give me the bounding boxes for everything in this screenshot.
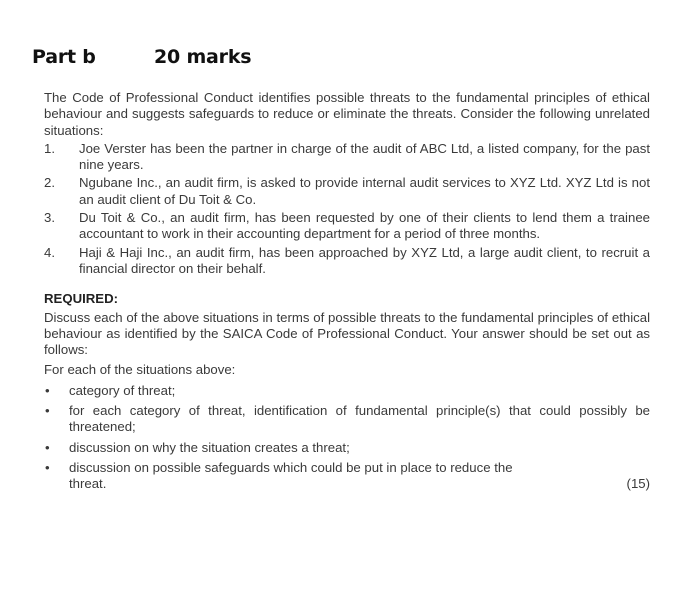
situations-list <box>44 141 650 277</box>
situation-item <box>44 175 650 208</box>
requirement-item <box>44 403 650 436</box>
marks-allocation: (15) <box>626 476 650 492</box>
situation-number: 3. <box>44 210 55 226</box>
situation-number: 1. <box>44 140 55 156</box>
requirement-item <box>44 460 650 493</box>
requirement-text-end: threat. <box>69 476 107 492</box>
situation-item <box>44 245 650 278</box>
requirements-lead-in: For each of the situations above: <box>44 362 236 378</box>
situation-item <box>44 141 650 174</box>
bullet-icon: • <box>45 382 50 398</box>
intro-paragraph: The Code of Professional Conduct identifies possible threats to the fundamental principles of ethical behaviour and suggests safeguards to reduce or eliminate the threats. Consider the following unrelated situations: <box>44 90 650 138</box>
required-paragraph: Discuss each of the above situations in terms of possible threats to the fundamental principles of ethical behaviour as identified by the SAICA Code of Professional Conduct. Your answer should be set out as follows: <box>44 309 650 358</box>
part-label: Part b <box>32 46 96 68</box>
requirement-last-line <box>69 476 650 492</box>
requirement-text: discussion on possible safeguards which could be put in place to reduce the <box>69 459 513 475</box>
situation-text: Ngubane Inc., an audit firm, is asked to provide internal audit services to XYZ Ltd. XYZ Ltd is not an audit client of Du Toit & Co. <box>79 175 650 207</box>
situation-number: 2. <box>44 175 55 191</box>
marks-label: 20 marks <box>154 46 252 68</box>
requirement-item <box>44 440 650 456</box>
requirement-item <box>44 383 650 399</box>
part-header <box>32 46 252 68</box>
bullet-icon: • <box>45 403 50 419</box>
required-heading: REQUIRED: <box>44 291 118 307</box>
requirements-list <box>44 383 650 493</box>
question-body <box>44 90 650 497</box>
requirement-text: discussion on why the situation creates a threat; <box>69 439 350 455</box>
situation-item <box>44 210 650 243</box>
bullet-icon: • <box>45 439 50 455</box>
requirement-text: category of threat; <box>69 382 176 398</box>
requirement-text: for each category of threat, identification of fundamental principle(s) that could possibly be threatened; <box>69 403 650 435</box>
situation-text: Haji & Haji Inc., an audit firm, has been approached by XYZ Ltd, a large audit client, to recruit a financial director on their behalf. <box>79 244 650 276</box>
situation-text: Joe Verster has been the partner in charge of the audit of ABC Ltd, a listed company, for the past nine years. <box>79 140 650 173</box>
bullet-icon: • <box>45 459 50 475</box>
situation-text: Du Toit & Co., an audit firm, has been requested by one of their clients to lend them a trainee accountant to work in their accounting department for a period of three months. <box>79 210 650 242</box>
situation-number: 4. <box>44 244 55 260</box>
